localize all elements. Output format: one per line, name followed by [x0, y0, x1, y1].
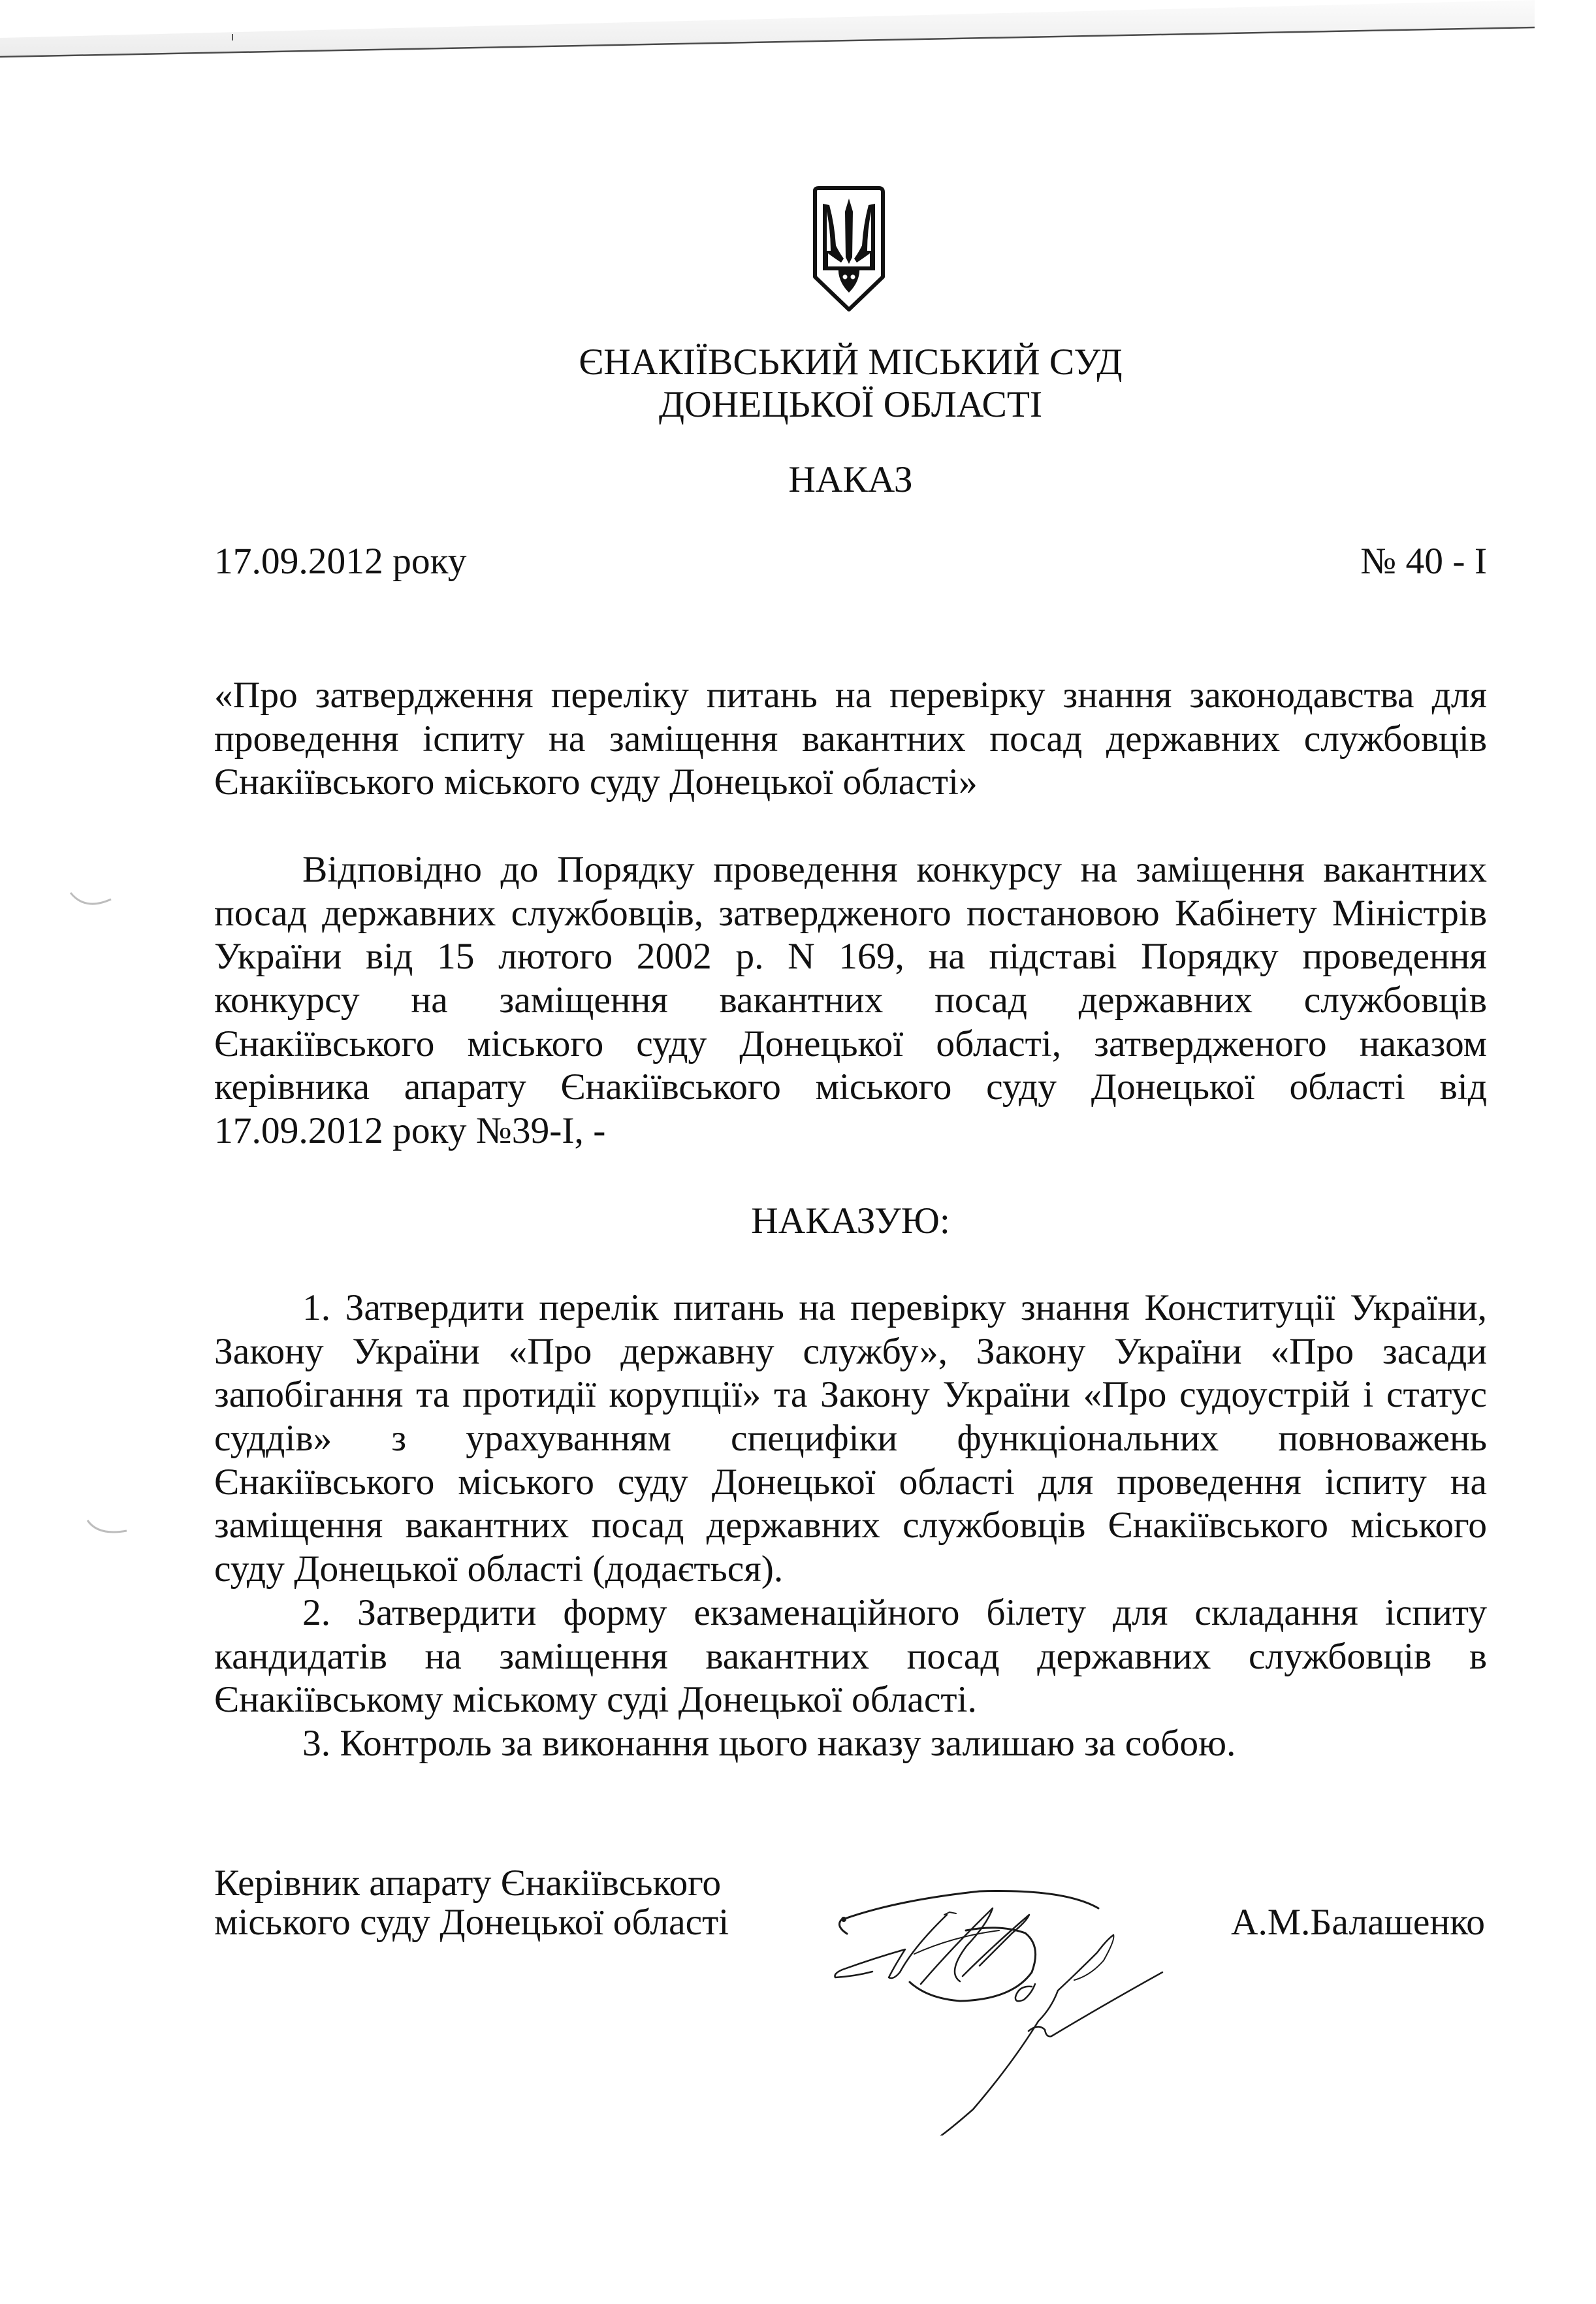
order-item-line: Єнакіївського міського суду Донецької області для проведення іспиту на	[214, 1461, 1487, 1503]
order-item-line: запобігання та протидії корупції» та Закону України «Про судоустрій і статус	[214, 1374, 1487, 1416]
order-title-line: «Про затвердження переліку питань на перевірку знання законодавства для	[214, 675, 1487, 716]
trident-coat-of-arms-icon	[807, 185, 891, 313]
signatory-position-line-2: міського суду Донецької області	[214, 1902, 729, 1943]
preamble-line: Відповідно до Порядку проведення конкурсу на заміщення вакантних	[302, 849, 1487, 890]
preamble-line: посад державних службовців, затвердженого постановою Кабінету Міністрів	[214, 892, 1487, 934]
preamble-line: 17.09.2012 року №39-І, -	[214, 1110, 606, 1152]
order-item-1	[214, 1287, 1487, 1592]
order-item-line: 3. Контроль за виконання цього наказу залишаю за собою.	[302, 1722, 1236, 1764]
order-title	[214, 674, 1487, 805]
punch-hole-mark	[65, 885, 118, 914]
order-item-line: кандидатів на заміщення вакантних посад державних службовців в	[214, 1635, 1487, 1677]
order-item-line: 1. Затвердити перелік питань на перевірку знання Конституції України,	[302, 1287, 1487, 1328]
preamble-line: України від 15 лютого 2002 р. N 169, на підставі Порядку проведення	[214, 936, 1487, 978]
order-item-line: Єнакіївському міському суді Донецької області.	[214, 1679, 977, 1721]
order-item-line: суду Донецької області (додається).	[214, 1548, 784, 1590]
document-type: НАКАЗ	[788, 459, 913, 500]
court-name-line-2: ДОНЕЦЬКОЇ ОБЛАСТІ	[658, 384, 1043, 425]
signatory-name: А.М.Балашенко	[1231, 1902, 1485, 1943]
order-item-line: 2. Затвердити форму екзаменаційного білету для складання іспиту	[302, 1592, 1487, 1633]
order-item-2	[214, 1592, 1487, 1722]
order-date: 17.09.2012 року	[214, 541, 467, 582]
order-items	[214, 1287, 1487, 1766]
order-title-line: Єнакіївського міського суду Донецької області»	[214, 761, 978, 803]
preamble-line: конкурсу на заміщення вакантних посад державних службовців	[214, 980, 1487, 1021]
order-item-line: Закону України «Про державну службу», Закону України «Про засади	[214, 1330, 1487, 1372]
preamble-paragraph	[214, 848, 1487, 1153]
preamble-line: Єнакіївського міського суду Донецької області, затвердженого наказом	[214, 1023, 1487, 1064]
signatory-position-line-1: Керівник апарату Єнакіївського	[214, 1863, 722, 1904]
order-item-3	[214, 1722, 1487, 1766]
order-heading: НАКАЗУЮ:	[751, 1200, 950, 1241]
court-name-line-1: ЄНАКІЇВСЬКИЙ МІСЬКИЙ СУД	[579, 342, 1123, 383]
scan-top-edge	[0, 0, 1596, 72]
preamble-line: керівника апарату Єнакіївського міського суду Донецької області від	[214, 1066, 1487, 1108]
order-title-line: проведення іспиту на заміщення вакантних посад державних службовців	[214, 718, 1487, 760]
signatory-position	[214, 1864, 729, 1942]
handwritten-signature-icon	[816, 1874, 1182, 2136]
order-number: № 40 - І	[1360, 541, 1487, 582]
order-item-line: суддів» з урахуванням специфіки функціональних повноважень	[214, 1418, 1487, 1460]
punch-hole-mark	[84, 1514, 136, 1543]
order-item-line: заміщення вакантних посад державних службовців Єнакіївського міського	[214, 1505, 1487, 1546]
